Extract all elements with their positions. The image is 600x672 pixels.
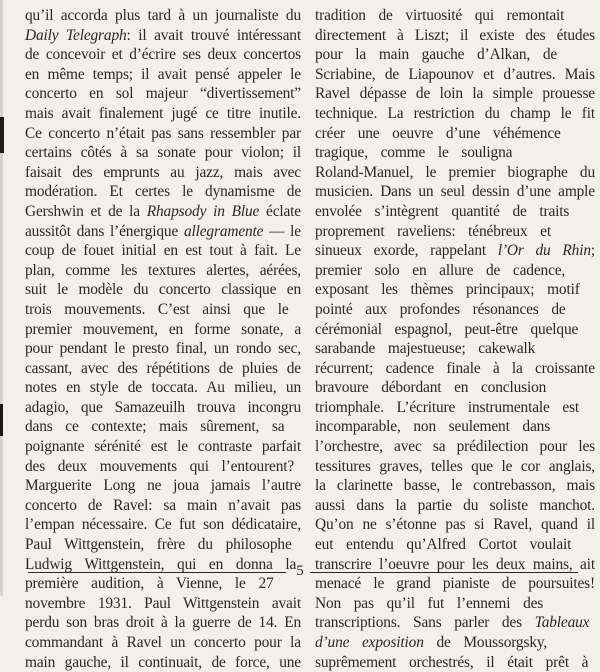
text-line: sinueux exorde, rappelant l’Or du Rhin; xyxy=(315,242,596,260)
text-line: Qu’on ne s’étonne pas si Ravel, quand il xyxy=(315,516,595,534)
text-line: qu’il accorda plus tard à un journaliste du xyxy=(25,7,301,24)
text-line: commandant à Ravel un concerto pour la xyxy=(25,634,301,651)
text-line: adagio, que Samazeuilh trouva incongru xyxy=(25,398,301,416)
text-line: de concevoir et d’écrire ses deux concertos xyxy=(25,46,301,64)
text-line: musicien. Dans un seul dessin d’une ample xyxy=(315,183,595,201)
text-line: aussitôt dans l’énergique allegramente — le xyxy=(25,222,301,240)
text-line: faisait des emprunts au jazz, mais avec xyxy=(25,163,301,181)
text-line: envolée s’intègrent quantité de traits xyxy=(315,202,570,220)
text-line: tessitures graves, telles que le cor anglais, xyxy=(315,457,595,475)
text-line: technique. La restriction du champ le fit xyxy=(315,104,595,122)
text-line: incomparable, non seulement dans xyxy=(315,418,551,436)
text-line: Scriabine, de Liapounov et d’autres. Mais xyxy=(315,65,595,83)
page-edge-shadow xyxy=(0,0,3,596)
text-line: triomphale. L’écriture instrumentale est xyxy=(315,398,580,416)
text-line: Roland-Manuel, le premier biographe du xyxy=(315,163,595,181)
text-line: créer une oeuvre d’une véhémence xyxy=(315,124,561,142)
text-line: certains côtés à sa sonate pour violon; il xyxy=(25,144,301,162)
page-edge-mark xyxy=(0,117,4,153)
text-line: Ludwig Wittgenstein, qui en donna la xyxy=(25,555,297,573)
text-line: l’empan nécessaire. Ce fut son dédicataire, xyxy=(25,516,301,534)
text-line: trois mouvements. C’est ainsi que le xyxy=(25,300,289,318)
text-line: plan, comme les textures alertes, aérées, xyxy=(25,261,301,279)
text-line: première audition, à Vienne, le 27 xyxy=(25,575,274,593)
text-line: en même temps; il avait pensé appeler le xyxy=(25,65,301,83)
text-line: main gauche, il continuait, de force, une xyxy=(25,653,301,671)
text-line: directement à Liszt; il existe des études xyxy=(315,26,595,44)
text-line: Gershwin et de la Rhapsody in Blue éclate xyxy=(25,202,301,220)
text-line: suit le modèle du concerto classique en xyxy=(25,281,301,299)
text-line: transcrire l’oeuvre pour les deux mains, ait xyxy=(315,555,595,573)
text-line: Ravel dépasse de loin la simple prouesse xyxy=(315,85,595,103)
text-line: proprement raveliens: ténébreux et xyxy=(315,222,551,240)
text-line: cassant, avec des répétitions de pluies de xyxy=(25,359,301,377)
text-line: dans ce contexte; mais sûrement, sa xyxy=(25,418,285,436)
text-line: coup de fouet initial en est tout à fait. Le xyxy=(25,242,301,260)
text-line: suprêmement orchestrés, il était prêt à xyxy=(315,653,589,671)
text-line: Ce concerto n’était pas sans ressembler par xyxy=(25,124,301,142)
text-line: Paul Wittgenstein, frère du philosophe xyxy=(25,536,292,554)
footer-rule-left xyxy=(28,572,286,573)
text-line: bravoure débordant en conclusion xyxy=(315,379,547,397)
text-line: transcriptions. Sans parler des Tableaux xyxy=(315,614,590,632)
text-line: tradition de virtuosité qui remontait xyxy=(315,7,565,24)
text-line: perdu son bras droit à la guerre de 14. En xyxy=(25,614,301,632)
text-line: des deux mouvements qui l’entourent? xyxy=(25,457,295,475)
text-line: Daily Telegraph: il avait trouvé intéressant xyxy=(25,26,301,44)
text-line: pointé aux profondes résonances de xyxy=(315,300,566,318)
text-line: novembre 1931. Paul Wittgenstein avait xyxy=(25,594,301,612)
text-line: exposant les thèmes principaux; motif xyxy=(315,281,580,299)
text-line: Marguerite Long ne joua jamais l’autre xyxy=(25,477,301,495)
text-line: la clarinette basse, le contrebasson, mais xyxy=(315,477,595,495)
page-edge-mark-lower xyxy=(0,404,3,436)
text-line: récurrent; cadence finale à la croissante xyxy=(315,359,595,377)
text-line: cérémonial espagnol, peut-être quelque xyxy=(315,320,579,338)
text-line: Non pas qu’il fut l’ennemi des xyxy=(315,594,544,612)
text-line: notes en style de toccata. Au milieu, un xyxy=(25,379,301,397)
text-line: concerto de Ravel: sa main n’avait pas xyxy=(25,496,301,514)
text-line: tragique, comme le souligna xyxy=(315,144,513,162)
text-line: pour pendant le presto final, un rondo sec, xyxy=(25,340,301,358)
text-line: premier solo en allure de cadence, xyxy=(315,261,566,279)
text-line: menacé le grand pianiste de poursuites! xyxy=(315,575,595,593)
page-number: 5 xyxy=(296,563,304,579)
text-line: modération. Et certes le dynamisme de xyxy=(25,183,301,201)
footer-rule-right xyxy=(310,572,578,573)
text-line: mais avait finalement jugé ce titre inutile. xyxy=(25,104,301,122)
text-line: pour la main gauche d’Alkan, de xyxy=(315,46,558,64)
text-line: d’une exposition de Moussorgsky, xyxy=(315,634,548,651)
text-line: l’orchestre, avec sa prédilection pour les xyxy=(315,438,595,456)
text-line: sarabande majestueuse; cakewalk xyxy=(315,340,536,358)
text-line: poignante sérénité est le contraste parfait xyxy=(25,438,301,456)
text-line: eut entendu qu’Alfred Cortot voulait xyxy=(315,536,572,554)
text-line: concerto en sol majeur “divertissement” xyxy=(25,85,301,103)
text-line: premier mouvement, en forme sonate, a xyxy=(25,320,301,338)
text-line: aussi dans la partie du soliste manchot. xyxy=(315,496,595,514)
